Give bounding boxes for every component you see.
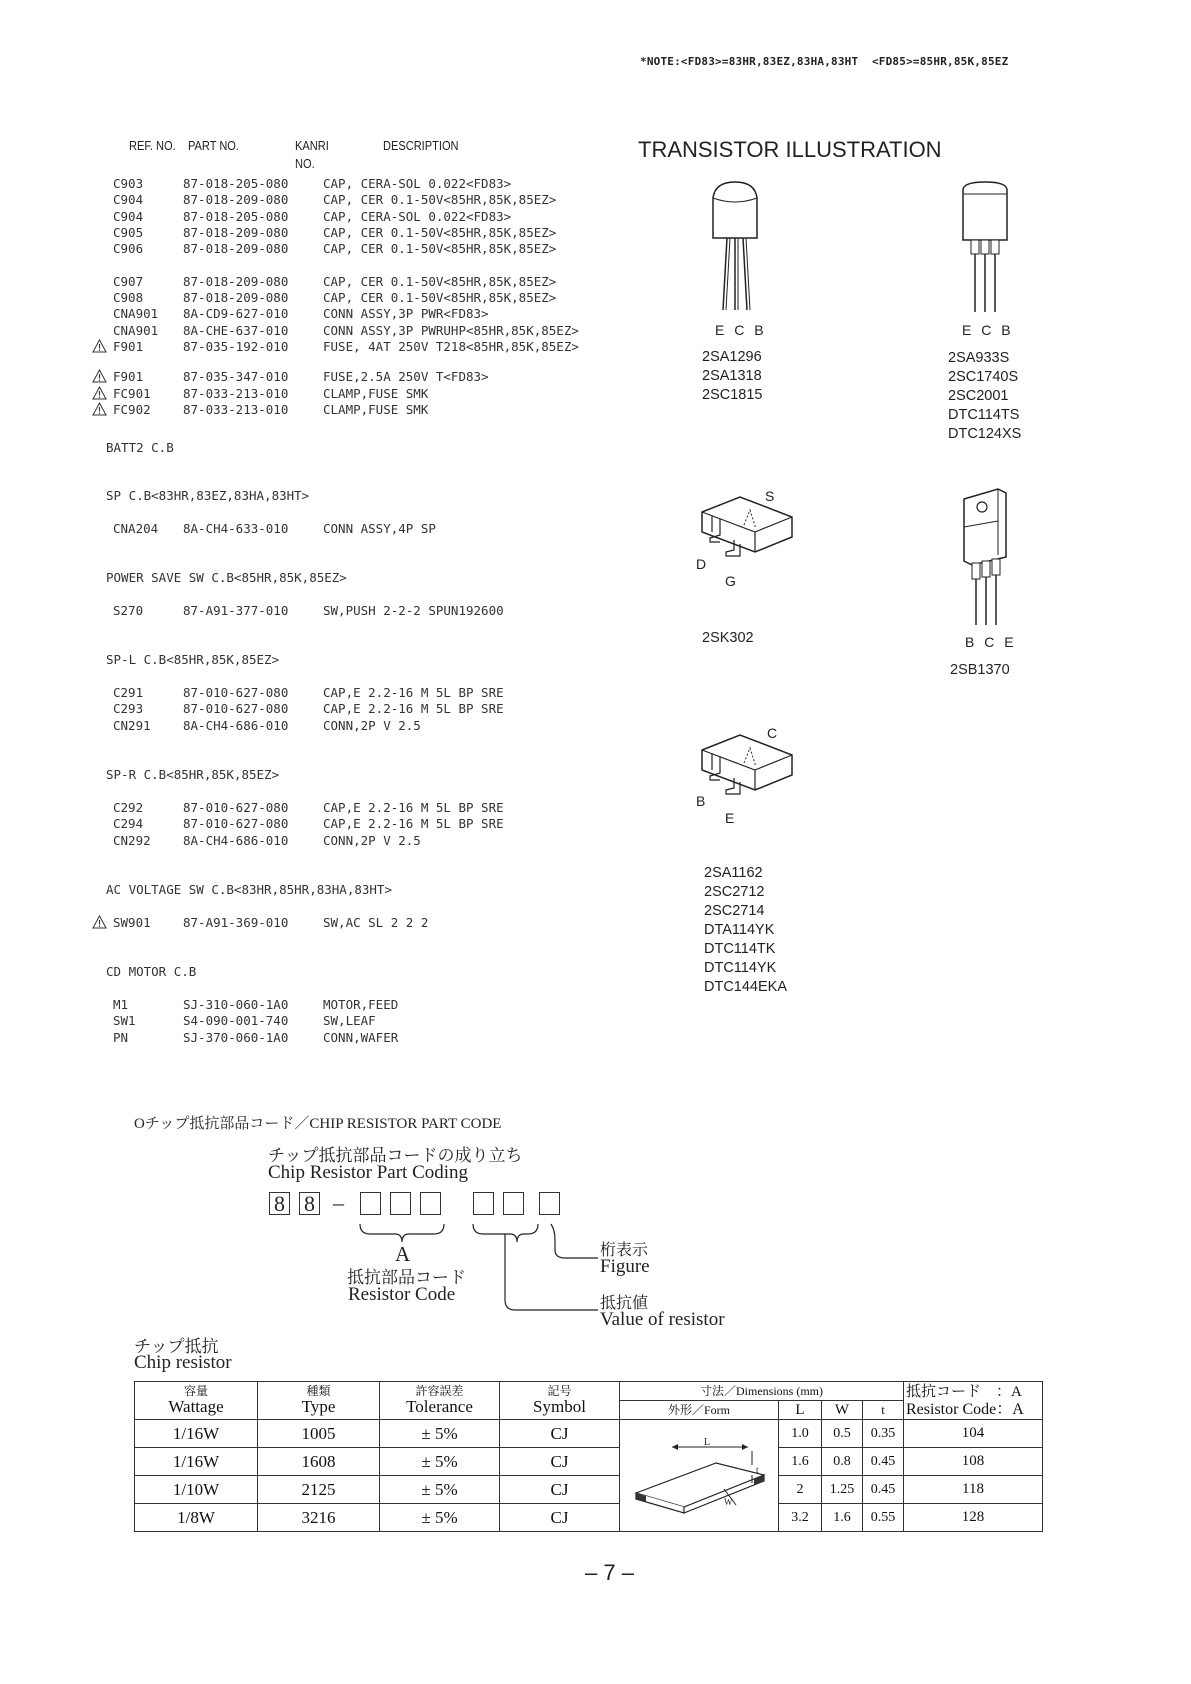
chip-form-figure (620, 1420, 779, 1532)
table-row: 1/10W 2125 ± 5% CJ 2 1.25 0.45 118 (135, 1476, 1043, 1504)
digit-dash: – (333, 1190, 344, 1215)
warning-icon (92, 915, 107, 929)
chip-heading: Oチップ抵抗部品コード／CHIP RESISTOR PART CODE (134, 1116, 502, 1132)
table-row: CNA901 8A-CHE-637-010 CONN ASSY,3P PWRUHP<85HR,85K,85EZ> (113, 322, 579, 338)
pin-c: C (767, 725, 778, 741)
table-row: C907 87-018-209-080 CAP, CER 0.1-50V<85HR,85K,85EZ> (113, 273, 557, 289)
coding-jp: チップ抵抗部品コードの成り立ち (268, 1146, 523, 1165)
fig-w-label: W (724, 1497, 733, 1507)
to92l-transistor-icon (955, 180, 1015, 315)
section-heading: CD MOTOR C.B (106, 963, 197, 979)
chip-resistor-en: Chip resistor (134, 1352, 232, 1373)
empty-box (390, 1192, 411, 1215)
fig-l-label: L (704, 1437, 711, 1448)
transistor-part-list: 2SK302 (702, 630, 754, 646)
form-header: 外形／Form (620, 1401, 779, 1420)
table-row: 1/8W 3216 ± 5% CJ 3.2 1.6 0.55 128 (135, 1504, 1043, 1532)
tolerance-header: 許容誤差 Tolerance (380, 1382, 500, 1420)
w-header: W (822, 1401, 863, 1420)
value-jp: 抵抗値 (600, 1295, 649, 1312)
col-kanri: KANRI (295, 138, 329, 153)
chip-resistor-table (134, 1381, 1043, 1532)
figure-en: Figure (600, 1256, 650, 1277)
pin-e: E (725, 810, 735, 826)
section-heading: AC VOLTAGE SW C.B<83HR,85HR,83HA,83HT> (106, 882, 392, 898)
table-row: FC901 87-033-213-010 CLAMP,FUSE SMK (95, 386, 655, 402)
table-row: SW901 87-A91-369-010 SW,AC SL 2 2 2 (95, 915, 655, 931)
resistor-code-jp: 抵抗部品コード (347, 1268, 466, 1287)
empty-box (420, 1192, 441, 1215)
section-heading: POWER SAVE SW C.B<85HR,85K,85EZ> (106, 570, 347, 586)
empty-box (503, 1192, 524, 1215)
table-row: C904 87-018-205-080 CAP, CERA-SOL 0.022<FD83> (113, 208, 512, 224)
symbol-header: 記号 Symbol (500, 1382, 620, 1420)
dimensions-header: 寸法／Dimensions (mm) (620, 1382, 904, 1401)
a-label: A (395, 1242, 411, 1266)
warning-icon (92, 369, 107, 383)
to92-transistor-icon (705, 178, 765, 313)
transistor-part-list: 2SA933S 2SC1740S 2SC2001 DTC114TS DTC124XS (948, 350, 1022, 442)
table-row: CNA204 8A-CH4-633-010 CONN ASSY,4P SP (113, 520, 436, 536)
digit-box: 8 (269, 1192, 290, 1215)
resistor-code-header: 抵抗コード ：A Resistor Code：A (904, 1382, 1043, 1420)
table-row: C904 87-018-209-080 CAP, CER 0.1-50V<85HR,85K,85EZ> (113, 192, 557, 208)
section-heading: SP C.B<83HR,83EZ,83HA,83HT> (106, 488, 310, 504)
table-row: C903 87-018-205-080 CAP, CERA-SOL 0.022<FD83> (113, 176, 512, 191)
table-row: C292 87-010-627-080 CAP,E 2.2-16 M 5L BP SRE (113, 800, 504, 816)
table-row: 1/16W 1608 ± 5% CJ 1.6 0.8 0.45 108 (135, 1448, 1043, 1476)
smd-fet-icon (700, 492, 800, 567)
transistor-part-list: 2SA1162 2SC2712 2SC2714 DTA114YK DTC114TK DTC114YK DTC144EKA (704, 865, 788, 995)
pin-b: B (696, 793, 706, 809)
l-header: L (779, 1401, 822, 1420)
transistor-title: TRANSISTOR ILLUSTRATION (638, 137, 942, 162)
digit-box: 8 (299, 1192, 320, 1215)
table-row: C905 87-018-209-080 CAP, CER 0.1-50V<85HR,85K,85EZ> (113, 224, 557, 240)
empty-box (539, 1192, 560, 1215)
coding-en: Chip Resistor Part Coding (268, 1162, 469, 1183)
parts-list (95, 176, 655, 1046)
table-row: C908 87-018-209-080 CAP, CER 0.1-50V<85HR,85K,85EZ> (113, 290, 557, 306)
table-row: FC902 87-033-213-010 CLAMP,FUSE SMK (95, 402, 655, 418)
warning-icon (92, 339, 107, 353)
table-row: SW1 S4-090-001-740 SW,LEAF (113, 1013, 376, 1029)
col-kanri-no: NO. (295, 156, 315, 171)
pin-d: D (696, 556, 707, 572)
pin-label-bce: B C E (965, 634, 1017, 650)
table-row: S270 87-A91-377-010 SW,PUSH 2-2-2 SPUN192600 (113, 603, 504, 619)
empty-box (473, 1192, 494, 1215)
t-header: t (863, 1401, 904, 1420)
chip-resistor-jp: チップ抵抗 (134, 1337, 219, 1356)
warning-icon (92, 386, 107, 400)
table-row: CN291 8A-CH4-686-010 CONN,2P V 2.5 (113, 717, 421, 733)
table-row: F901 87-035-192-010 FUSE, 4AT 250V T218<85HR,85K,85EZ> (95, 339, 655, 355)
fig-t-label: t (756, 1465, 759, 1475)
warning-icon (92, 402, 107, 416)
figure-jp: 桁表示 (600, 1242, 649, 1259)
table-row: C294 87-010-627-080 CAP,E 2.2-16 M 5L BP SRE (113, 816, 504, 832)
table-row: CN292 8A-CH4-686-010 CONN,2P V 2.5 (113, 832, 421, 848)
section-heading: SP-L C.B<85HR,85K,85EZ> (106, 651, 280, 667)
type-header: 種類 Type (258, 1382, 380, 1420)
table-row: M1 SJ-310-060-1A0 MOTOR,FEED (113, 996, 399, 1012)
transistor-part-list: 2SB1370 (950, 662, 1010, 678)
to220-transistor-icon (958, 487, 1014, 627)
value-en: Value of resistor (600, 1309, 725, 1330)
section-heading: BATT2 C.B (106, 440, 174, 456)
wattage-header: 容量 Wattage (135, 1382, 258, 1420)
model-note: *NOTE:<FD83>=83HR,83EZ,83HA,83HT <FD85>=85HR,85K,85EZ (640, 55, 1009, 68)
pin-label-ecb: E C B (715, 322, 767, 338)
table-row: CNA901 8A-CD9-627-010 CONN ASSY,3P PWR<FD83> (113, 306, 489, 322)
col-part-no: PART NO. (188, 138, 239, 153)
col-ref-no: REF. NO. (129, 138, 176, 153)
pin-label-ecb: E C B (962, 322, 1014, 338)
transistor-part-list: 2SA1296 2SA1318 2SC1815 (702, 349, 763, 403)
page-number: – 7 – (585, 1560, 634, 1585)
table-row: C291 87-010-627-080 CAP,E 2.2-16 M 5L BP SRE (113, 684, 504, 700)
chip-resistor-icon (624, 1423, 774, 1523)
pin-g: G (725, 573, 736, 589)
table-row: C293 87-010-627-080 CAP,E 2.2-16 M 5L BP SRE (113, 701, 504, 717)
table-row: C906 87-018-209-080 CAP, CER 0.1-50V<85HR,85K,85EZ> (113, 241, 557, 257)
table-row: PN SJ-370-060-1A0 CONN,WAFER (113, 1029, 399, 1045)
col-description: DESCRIPTION (383, 138, 459, 153)
smd-transistor-icon (700, 730, 800, 805)
section-heading: SP-R C.B<85HR,85K,85EZ> (106, 766, 280, 782)
table-row: 1/16W 1005 ± 5% CJ L t W 1.0 0.5 0.35 104 (135, 1420, 1043, 1448)
resistor-code-en: Resistor Code (348, 1284, 456, 1305)
table-row: F901 87-035-347-010 FUSE,2.5A 250V T<FD83> (95, 369, 655, 385)
pin-s: S (765, 488, 775, 504)
empty-box (360, 1192, 381, 1215)
